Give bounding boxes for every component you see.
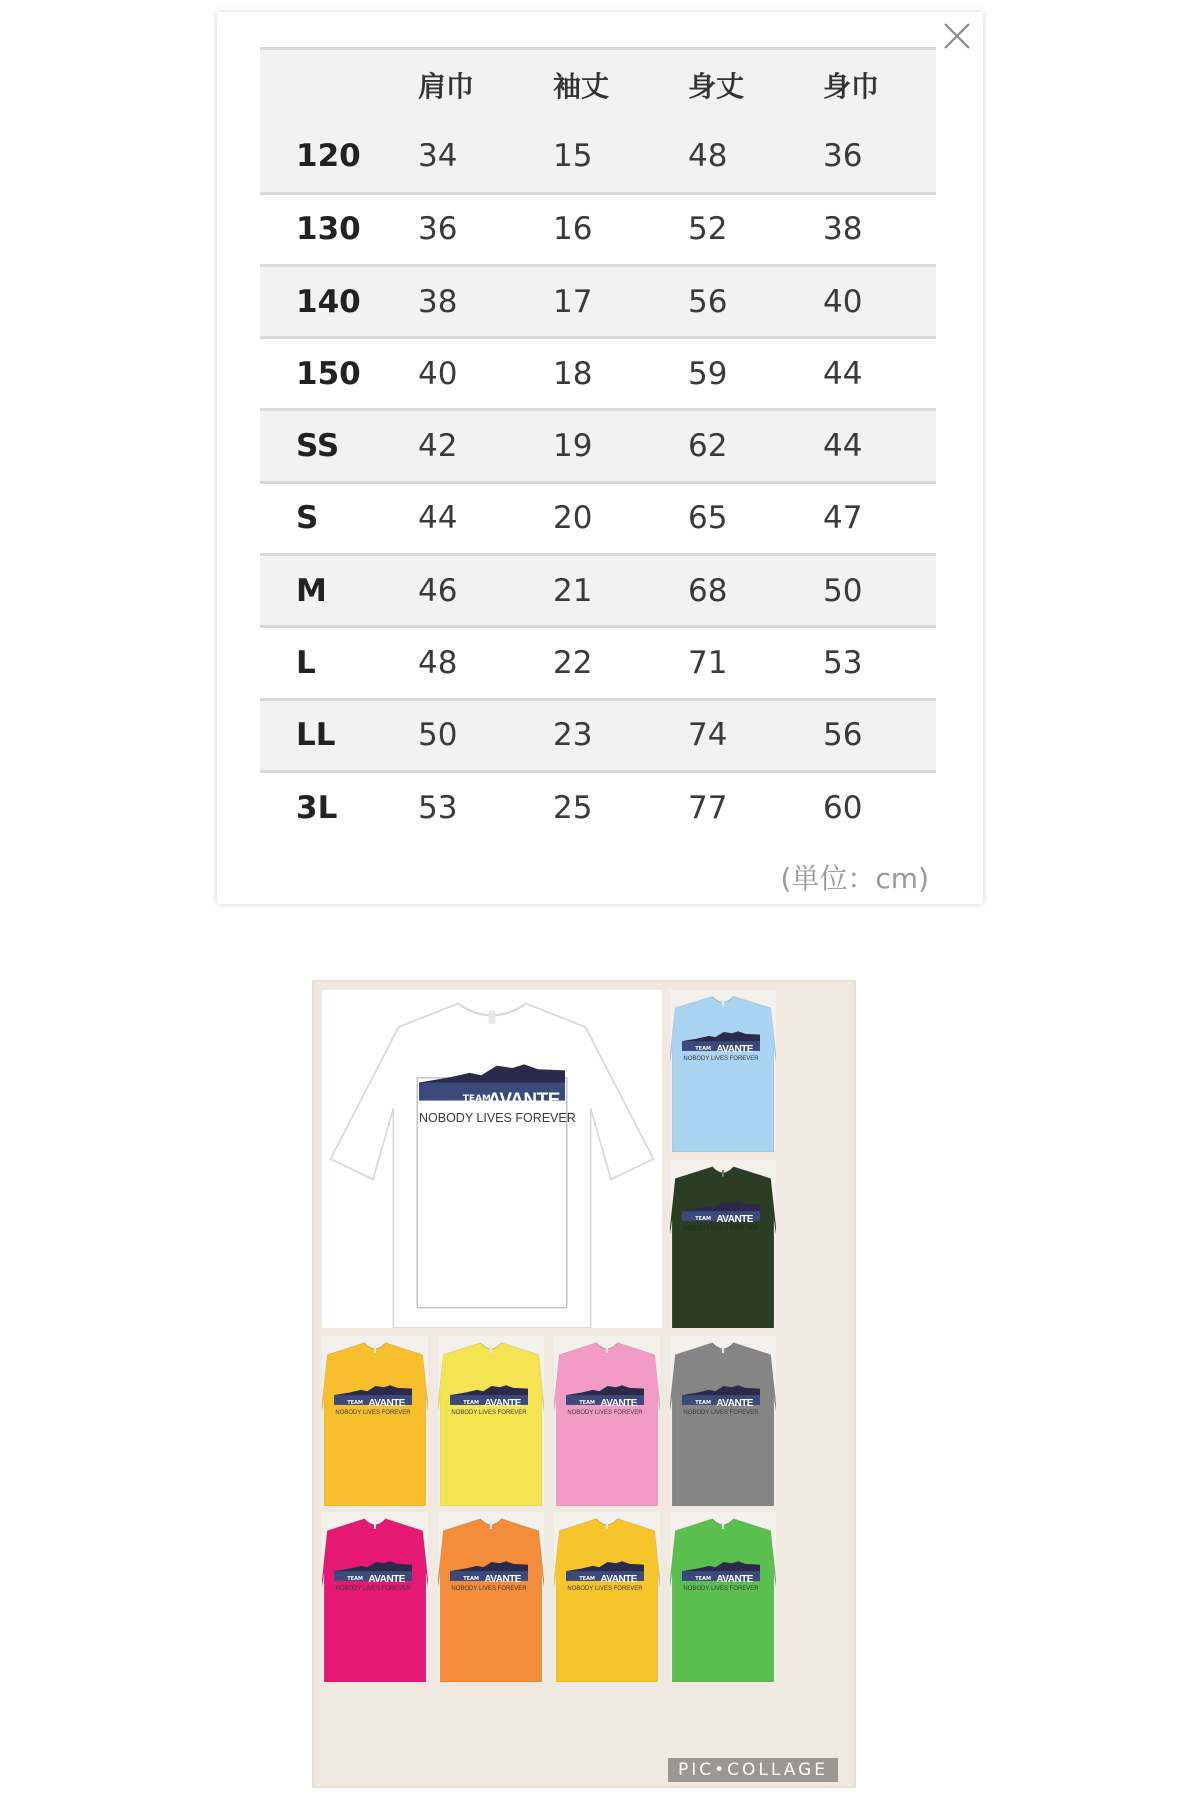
size-label: M [260, 555, 396, 627]
table-cell: 53 [396, 771, 531, 843]
size-label: 120 [296, 138, 361, 175]
print-team-text: TEAM [579, 1576, 595, 1583]
print-tagline-text: NOBODY LIVES FOREVER [335, 1585, 411, 1592]
print-name-text: AVANTE [716, 1214, 753, 1226]
table-cell: 40 [396, 338, 531, 410]
print-name-text: AVANTE [484, 1574, 521, 1586]
table-cell: 34 [418, 138, 458, 175]
print-graphic [682, 1560, 760, 1598]
table-cell: 22 [531, 627, 666, 699]
tshirt-tile-orange [438, 1512, 544, 1682]
print-team-text: TEAM [695, 1576, 711, 1583]
table-cell: 77 [666, 771, 801, 843]
table-cell: 36 [823, 138, 863, 175]
size-label: 140 [260, 265, 396, 337]
table-cell: 40 [801, 265, 936, 337]
table-cell: 19 [531, 410, 666, 482]
print-team-text: TEAM [462, 1094, 492, 1105]
print-team-text: TEAM [463, 1576, 479, 1583]
size-label: 150 [260, 338, 396, 410]
table-row [260, 699, 936, 771]
print-tagline-text: NOBODY LIVES FOREVER [451, 1409, 527, 1416]
table-cell: 25 [531, 771, 666, 843]
table-row [260, 121, 936, 193]
table-cell: 44 [396, 482, 531, 554]
print-tagline-text: NOBODY LIVES FOREVER [567, 1585, 643, 1592]
size-label: L [260, 627, 396, 699]
table-cell: 52 [666, 193, 801, 265]
table-cell: 47 [801, 482, 936, 554]
table-cell: 48 [688, 138, 728, 175]
table-cell: 17 [531, 265, 666, 337]
table-cell: 65 [666, 482, 801, 554]
print-graphic [334, 1384, 412, 1422]
tshirt-tile-gray [670, 1336, 776, 1506]
table-cell: 50 [396, 699, 531, 771]
table-cell: 16 [531, 193, 666, 265]
table-cell: 23 [531, 699, 666, 771]
tshirt-tile-green [670, 1512, 776, 1682]
table-cell: 60 [801, 771, 936, 843]
print-graphic [682, 1200, 760, 1238]
header-shoulder-width: 肩巾 [418, 69, 475, 103]
table-cell: 38 [801, 193, 936, 265]
close-icon[interactable] [939, 18, 975, 54]
print-graphic [566, 1384, 644, 1422]
table-cell: 71 [666, 627, 801, 699]
header-sleeve-length: 袖丈 [553, 69, 610, 103]
table-cell: 59 [666, 338, 801, 410]
print-graphic [419, 1062, 576, 1132]
table-row [260, 338, 936, 410]
print-graphic [682, 1384, 760, 1422]
header-size [260, 49, 396, 121]
print-team-text: TEAM [347, 1400, 363, 1407]
print-graphic [450, 1560, 528, 1598]
table-cell: 56 [666, 265, 801, 337]
print-tagline-text: NOBODY LIVES FOREVER [335, 1409, 411, 1416]
print-team-text: TEAM [347, 1576, 363, 1583]
table-row [260, 555, 936, 627]
print-team-text: TEAM [695, 1400, 711, 1407]
table-cell: 18 [531, 338, 666, 410]
print-team-text: TEAM [579, 1400, 595, 1407]
table-cell: 74 [666, 699, 801, 771]
print-name-text: AVANTE [600, 1398, 637, 1410]
size-label: 130 [260, 193, 396, 265]
print-name-text: AVANTE [368, 1574, 405, 1586]
print-name-text: AVANTE [368, 1398, 405, 1410]
table-cell: 21 [531, 555, 666, 627]
print-name-text: AVANTE [487, 1090, 560, 1111]
table-cell: 42 [396, 410, 531, 482]
tshirt-color-collage [312, 980, 856, 1788]
tshirt-tile-forest-green [670, 1160, 776, 1328]
table-cell: 46 [396, 555, 531, 627]
tshirt-tile-pink [554, 1336, 660, 1506]
size-label: S [260, 482, 396, 554]
table-cell: 56 [801, 699, 936, 771]
print-tagline-text: NOBODY LIVES FOREVER [683, 1409, 759, 1416]
print-tagline-text: NOBODY LIVES FOREVER [419, 1111, 576, 1125]
tshirt-tile-hot-pink [322, 1512, 428, 1682]
table-cell: 44 [801, 338, 936, 410]
print-graphic [682, 1030, 760, 1068]
print-tagline-text: NOBODY LIVES FOREVER [683, 1225, 759, 1232]
print-name-text: AVANTE [716, 1574, 753, 1586]
table-row [260, 482, 936, 554]
table-cell: 15 [553, 138, 593, 175]
print-tagline-text: NOBODY LIVES FOREVER [683, 1585, 759, 1592]
size-label: SS [260, 410, 396, 482]
tshirt-tile-light-blue [670, 990, 776, 1152]
print-name-text: AVANTE [484, 1398, 521, 1410]
print-graphic [566, 1560, 644, 1598]
print-name-text: AVANTE [600, 1574, 637, 1586]
tshirt-tile-sunflower [554, 1512, 660, 1682]
table-row [260, 265, 936, 337]
table-row [260, 193, 936, 265]
header-body-width: 身巾 [823, 69, 880, 103]
print-graphic [450, 1384, 528, 1422]
print-team-text: TEAM [463, 1400, 479, 1407]
print-graphic [334, 1560, 412, 1598]
table-cell: 20 [531, 482, 666, 554]
size-table [260, 47, 936, 844]
table-cell: 48 [396, 627, 531, 699]
print-team-text: TEAM [695, 1216, 711, 1223]
print-tagline-text: NOBODY LIVES FOREVER [451, 1585, 527, 1592]
print-name-text: AVANTE [716, 1044, 753, 1056]
tshirt-tile-gold-yellow [322, 1336, 428, 1506]
table-row [260, 627, 936, 699]
print-team-text: TEAM [695, 1046, 711, 1053]
table-cell: 53 [801, 627, 936, 699]
table-cell: 68 [666, 555, 801, 627]
print-tagline-text: NOBODY LIVES FOREVER [567, 1409, 643, 1416]
size-chart-panel [217, 12, 983, 904]
print-name-text: AVANTE [716, 1398, 753, 1410]
table-cell: 44 [801, 410, 936, 482]
size-label: 3L [260, 771, 396, 843]
header-row [260, 49, 936, 121]
table-cell: 36 [396, 193, 531, 265]
table-cell: 62 [666, 410, 801, 482]
table-cell: 50 [801, 555, 936, 627]
header-body-length: 身丈 [688, 69, 745, 103]
tshirt-tile-lemon-yellow [438, 1336, 544, 1506]
table-row [260, 410, 936, 482]
table-row [260, 771, 936, 843]
pic-collage-watermark: PIC•COLLAGE [668, 1758, 838, 1782]
unit-note: (単位：cm) [780, 862, 929, 895]
print-tagline-text: NOBODY LIVES FOREVER [683, 1055, 759, 1062]
table-cell: 38 [396, 265, 531, 337]
size-label: LL [260, 699, 396, 771]
tshirt-tile-white [322, 990, 662, 1328]
